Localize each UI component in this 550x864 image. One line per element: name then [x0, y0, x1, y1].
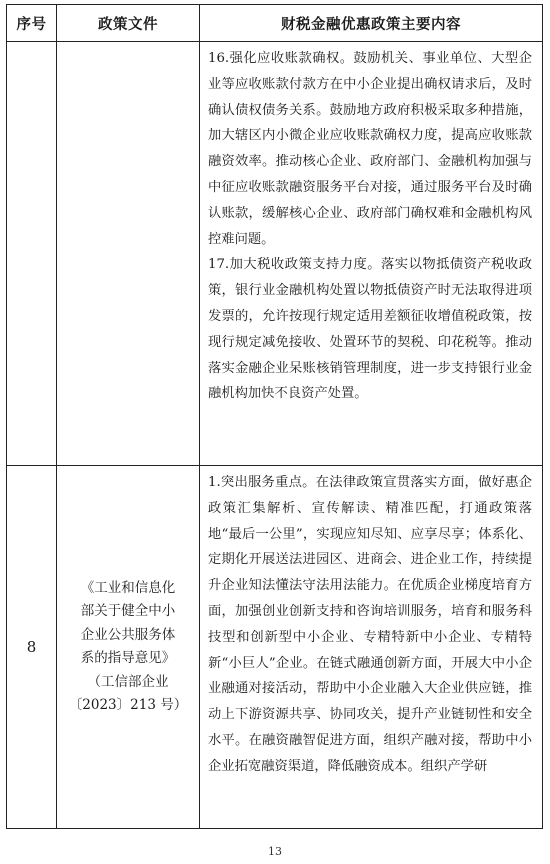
row-content: [200, 42, 543, 466]
row-document: [57, 42, 200, 466]
header-number: 序号: [7, 5, 57, 42]
row-content: [200, 466, 543, 829]
row-document: [57, 466, 200, 829]
header-document: 政策文件: [57, 5, 200, 42]
row-number: 8: [7, 466, 57, 829]
content-paragraph: 16.强化应收账款确权。鼓励机关、事业单位、大型企业等应收账款付款方在中小企业提出确权请求后，及时确认债权债务关系。鼓励地方政府积极采取多种措施，加大辖区内小微企业应收账款确权力度，提高应收账款融资效率。推动核心企业、政府部门、金融机构加强与中征应收账款融资服务平台对接，通过服务平台及时确认账款，缓解核心企业、政府部门确权难和金融机构风控难问题。: [208, 51, 532, 247]
document-line: 《工业和信息化: [80, 579, 176, 596]
row-number: [7, 42, 57, 466]
table-row: [7, 466, 543, 829]
header-row: [7, 5, 543, 42]
content-paragraph: 1.突出服务重点。在法律政策宣贯落实方面，做好惠企政策汇集解析、宣传解读、精准匹配，打通政策落地“最后一公里”，实现应知尽知、应享尽享；体系化、定期化开展送法进园区、进商会、进企业工作，持续提升企业知法懂法守法用法能力。在优质企业梯度培育方面，加强创业创新支持和咨询培训服务，培育和服务科技型和创新型中小企业、专精特新中小企业、专精特新“小巨人”企业。在链式融通创新方面，开展大中小企业融通对接活动，帮助中小企业融入大企业供应链，推动上下游资源共享、协同攻关，提升产业链韧性和安全水平。在融资融智促进方面，组织产融对接，帮助中小企业拓宽融资渠道，降低融资成本。组织产学研: [208, 475, 532, 774]
document-line: （工信部企业: [87, 673, 169, 690]
document-line: 企业公共服务体: [80, 626, 176, 643]
policy-table: [6, 4, 543, 829]
document-line: 〔2023〕213 号）: [68, 697, 188, 713]
document-line: 部关于健全中小: [80, 603, 176, 619]
content-paragraph: 17.加大税收政策支持力度。落实以物抵债资产税收政策，银行业金融机构处置以物抵债资产时无法取得进项发票的，允许按现行规定适用差额征收增值税政策，按现行规定减免接收、处置环节的契税、印花税等。推动落实金融企业呆账核销管理制度，进一步支持银行业金融机构加快不良资产处置。: [208, 257, 532, 402]
header-content: 财税金融优惠政策主要内容: [200, 5, 543, 42]
table-row: [7, 42, 543, 466]
document-line: 系的指导意见》: [80, 650, 176, 666]
page-number: 13: [268, 845, 282, 858]
